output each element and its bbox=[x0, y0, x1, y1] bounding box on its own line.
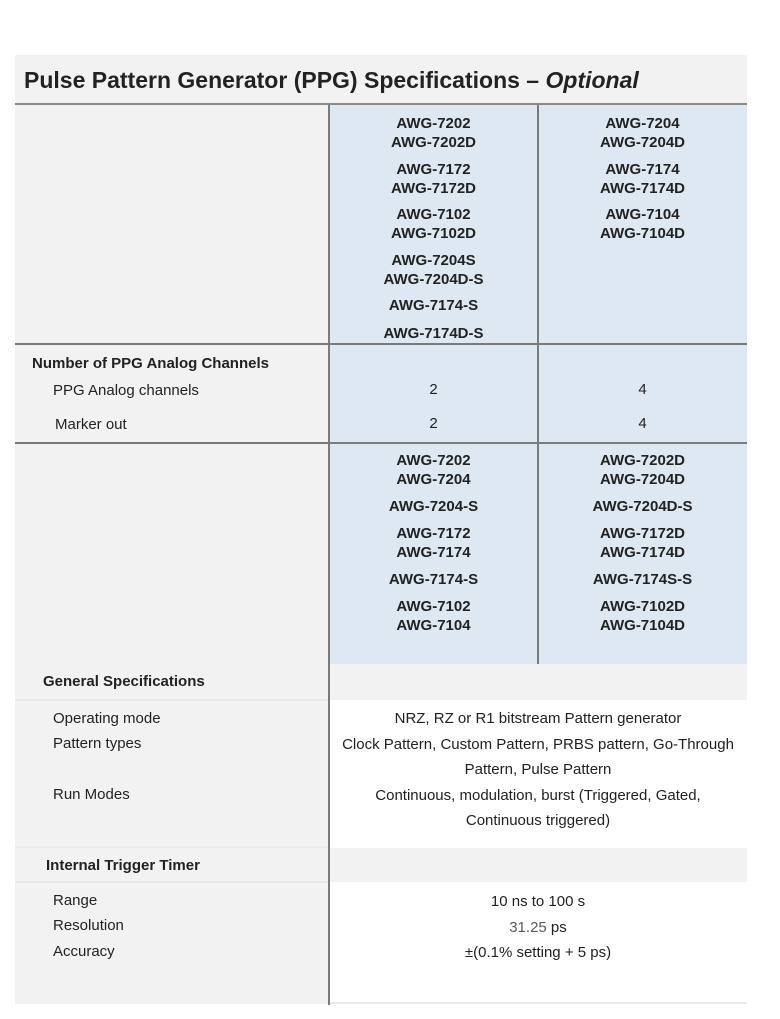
model-name: AWG-7204 bbox=[605, 115, 680, 132]
models-bottom-col1 bbox=[329, 444, 538, 664]
general-header: General Specifications bbox=[43, 673, 205, 690]
operating-mode-label: Operating mode bbox=[53, 710, 161, 727]
title-main: Pulse Pattern Generator (PPG) Specifications – bbox=[24, 67, 546, 93]
models-top-col1 bbox=[329, 105, 538, 344]
model-name: AWG-7174D-S bbox=[383, 325, 484, 342]
model-name: AWG-7204 bbox=[396, 470, 471, 488]
channels-label-cell bbox=[15, 345, 329, 443]
range-value: 10 ns to 100 s bbox=[490, 893, 586, 910]
model-name: AWG-7174-S bbox=[388, 571, 479, 588]
model-group bbox=[538, 206, 747, 243]
model-name: AWG-7202 bbox=[396, 452, 471, 469]
model-group bbox=[538, 161, 747, 198]
model-group bbox=[538, 115, 747, 152]
models-top-col2 bbox=[538, 105, 747, 344]
model-group bbox=[538, 571, 747, 590]
channels-row-label: Marker out bbox=[55, 416, 127, 433]
model-name: AWG-7172 bbox=[396, 161, 471, 178]
trigger-values-cell bbox=[329, 882, 747, 1004]
model-group bbox=[329, 571, 538, 590]
model-name: AWG-7204D-S bbox=[383, 270, 484, 288]
model-name: AWG-7202D bbox=[599, 452, 686, 469]
model-group bbox=[329, 452, 538, 489]
channels-value: 2 bbox=[429, 415, 438, 432]
run-modes-value: Continuous, modulation, burst (Triggered, Gated, Continuous triggered) bbox=[375, 787, 701, 829]
column-divider bbox=[537, 444, 539, 664]
model-name: AWG-7202D bbox=[390, 133, 477, 151]
model-group bbox=[329, 115, 538, 152]
column-divider bbox=[537, 345, 539, 443]
general-values-cell bbox=[329, 700, 747, 848]
model-name: AWG-7104 bbox=[396, 616, 471, 634]
model-group bbox=[329, 325, 538, 344]
resolution-label: Resolution bbox=[53, 917, 124, 934]
model-name: AWG-7172D bbox=[390, 179, 477, 197]
models-top-label-cell bbox=[15, 105, 329, 344]
model-name: AWG-7204D bbox=[599, 470, 686, 488]
range-label: Range bbox=[53, 892, 98, 909]
model-name: AWG-7174 bbox=[396, 543, 471, 561]
resolution-number: 31.25 bbox=[509, 919, 547, 936]
channels-row-label: PPG Analog channels bbox=[53, 382, 199, 399]
model-group bbox=[329, 498, 538, 517]
channels-value: 2 bbox=[429, 381, 438, 398]
row-separator bbox=[15, 846, 329, 848]
model-name: AWG-7102 bbox=[396, 206, 471, 223]
model-group bbox=[329, 598, 538, 635]
general-header-value-cell bbox=[329, 664, 747, 700]
accuracy-value: ±(0.1% setting + 5 ps) bbox=[464, 944, 612, 961]
model-name: AWG-7204-S bbox=[388, 498, 479, 515]
model-group bbox=[329, 525, 538, 562]
pattern-types-value: Clock Pattern, Custom Pattern, PRBS pattern, Go-Through Pattern, Pulse Pattern bbox=[342, 736, 734, 778]
model-group bbox=[538, 498, 747, 517]
column-divider bbox=[537, 105, 539, 344]
model-group bbox=[538, 452, 747, 489]
run-modes-label: Run Modes bbox=[53, 786, 130, 803]
resolution-value bbox=[329, 915, 747, 940]
model-name: AWG-7204D-S bbox=[592, 498, 693, 515]
models-bottom-label-cell bbox=[15, 444, 329, 664]
model-group bbox=[329, 252, 538, 289]
model-name: AWG-7104D bbox=[599, 616, 686, 634]
model-group bbox=[329, 206, 538, 243]
model-name: AWG-7104 bbox=[605, 206, 680, 223]
model-name: AWG-7204S bbox=[391, 252, 476, 269]
channels-value: 4 bbox=[638, 415, 647, 432]
model-name: AWG-7102D bbox=[599, 598, 686, 615]
model-name: AWG-7102D bbox=[390, 224, 477, 242]
model-name: AWG-7172 bbox=[396, 525, 471, 542]
model-name: AWG-7174D bbox=[599, 179, 686, 197]
pattern-types-label: Pattern types bbox=[53, 735, 142, 752]
row-separator bbox=[15, 699, 329, 701]
model-name: AWG-7102 bbox=[396, 598, 471, 615]
operating-mode-value: NRZ, RZ or R1 bitstream Pattern generator bbox=[394, 710, 682, 727]
model-group bbox=[329, 161, 538, 198]
model-name: AWG-7174D bbox=[599, 543, 686, 561]
accuracy-label: Accuracy bbox=[53, 943, 115, 960]
model-group bbox=[538, 598, 747, 635]
model-name: AWG-7202 bbox=[396, 115, 471, 132]
title-optional: Optional bbox=[545, 67, 639, 93]
channels-value: 4 bbox=[638, 381, 647, 398]
trigger-header: Internal Trigger Timer bbox=[46, 857, 200, 874]
row-separator bbox=[15, 881, 329, 883]
title-bar bbox=[15, 55, 747, 105]
model-name: AWG-7174 bbox=[605, 161, 680, 178]
model-name: AWG-7204D bbox=[599, 133, 686, 151]
model-name: AWG-7174-S bbox=[388, 297, 479, 314]
model-name: AWG-7174S-S bbox=[592, 571, 693, 588]
model-name: AWG-7104D bbox=[599, 224, 686, 242]
page-title bbox=[24, 67, 639, 94]
model-group bbox=[538, 525, 747, 562]
models-bottom-col2 bbox=[538, 444, 747, 664]
resolution-unit: ps bbox=[546, 919, 567, 936]
table-bottom-border bbox=[329, 1002, 747, 1004]
model-name: AWG-7172D bbox=[599, 525, 686, 542]
column-divider bbox=[328, 105, 330, 1005]
channels-header: Number of PPG Analog Channels bbox=[32, 355, 269, 372]
model-group bbox=[329, 297, 538, 316]
trigger-header-value-cell bbox=[329, 848, 747, 882]
